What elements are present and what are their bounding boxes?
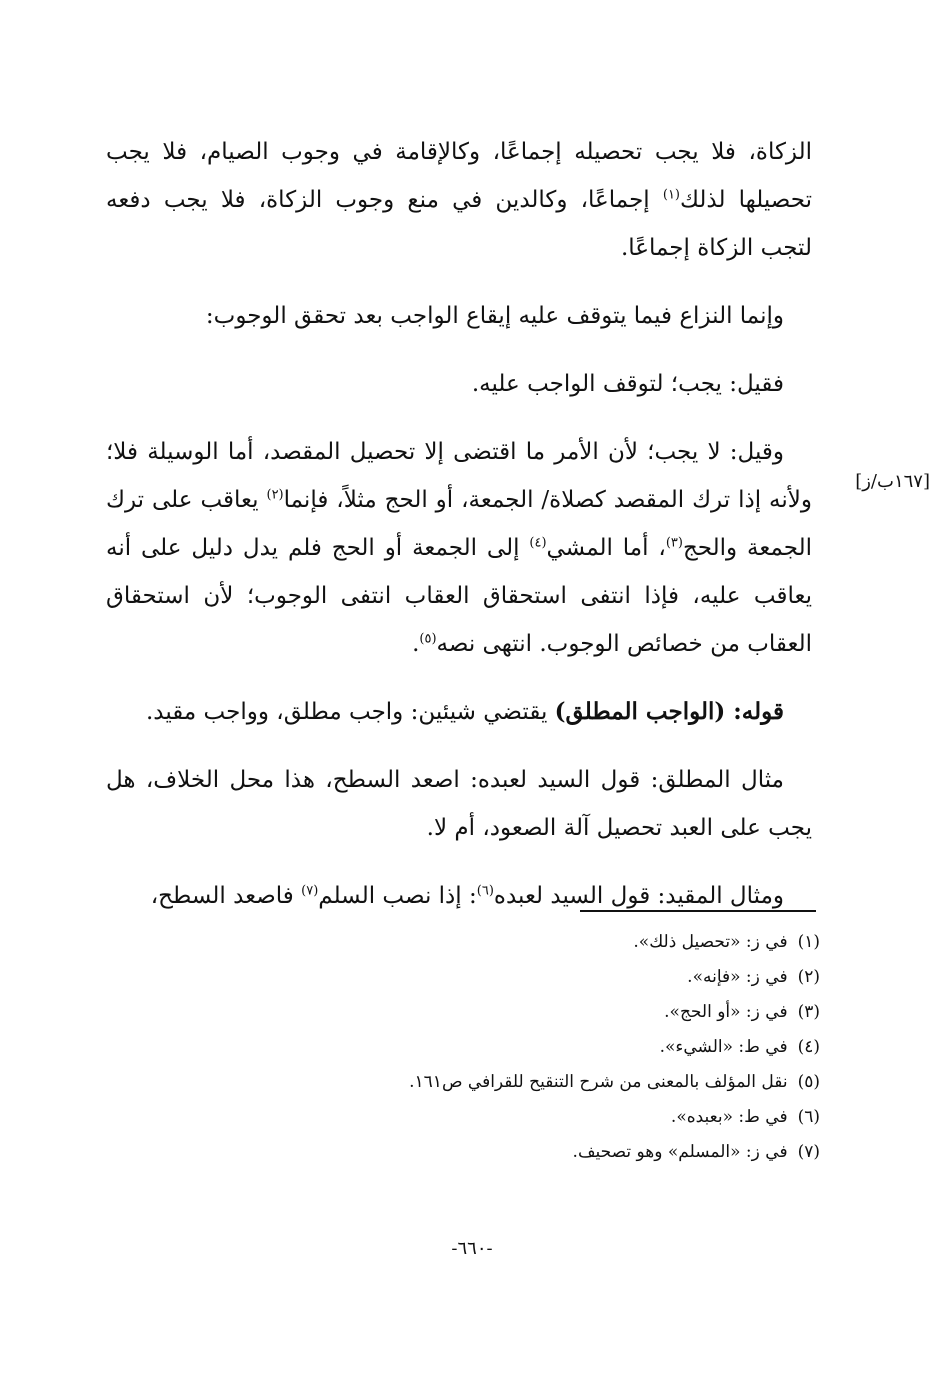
footnote-ref-6[interactable]: (٦) [476,883,494,899]
text-run: يقتضي شيئين: واجب مطلق، وواجب مقيد. [145,699,555,725]
paragraph-5 [106,688,812,736]
quoted-heading: قوله: (الواجب المطلق) [554,698,784,725]
main-text [106,128,812,940]
footnote-text: في ز: «أو الحج». [664,1002,788,1022]
footnote-7 [220,1135,820,1170]
footnote-ref-1[interactable]: (١) [662,187,680,203]
manuscript-folio-marker: [١٦٧ب/ز] [855,471,930,492]
footnote-text: في ز: «تحصيل ذلك». [633,932,788,952]
paragraph-3: فقيل: يجب؛ لتوقف الواجب عليه. [471,371,784,397]
text-run: وقيل: لا يجب؛ لأن الأمر ما اقتضى إلا تحصيل المقصد، أما الوسيلة فلا؛ ولأنه إذا ترك المقصد كصلاة/ الجمعة، أو الحج مثلاً، فإنما [106,439,812,513]
paragraph-4 [106,428,812,668]
footnote-ref-3[interactable]: (٣) [665,535,683,551]
paragraph-7 [106,872,812,920]
footnote-4 [220,1030,820,1065]
footnotes-list [220,925,820,1170]
footnote-separator [580,910,816,912]
footnote-ref-4[interactable]: (٤) [529,535,547,551]
footnote-text: في ز: «فإنه». [687,967,788,987]
text-run: : إذا نصب السلم [318,883,477,909]
footnote-ref-2[interactable]: (٢) [266,487,284,503]
footnote-5 [220,1065,820,1100]
footnote-1 [220,925,820,960]
footnote-number: (٤) [797,1037,820,1057]
footnote-text: في ط: «الشيء». [659,1037,788,1057]
paragraph-1 [106,128,812,272]
footnote-3 [220,995,820,1030]
footnote-2 [220,960,820,995]
footnote-number: (١) [797,932,820,952]
text-run: فاصعد السطح، [150,883,302,909]
footnote-text: نقل المؤلف بالمعنى من شرح التنقيح للقرافي ص١٦١. [409,1072,788,1092]
footnote-number: (٧) [797,1142,820,1162]
footnote-ref-5[interactable]: (٥) [419,631,437,647]
text-run: ومثال المقيد: قول السيد لعبده [493,883,784,909]
footnote-number: (٥) [797,1072,820,1092]
text-run: إلى الجمعة أو الحج فلم يدل دليل على أنه يعاقب عليه، فإذا انتفى استحقاق العقاب انتفى الوجوب؛ لأن استحقاق العقاب من خصائص الوجوب. انتهى نصه [106,535,812,657]
footnote-ref-7[interactable]: (٧) [301,883,319,899]
text-run: الزكاة، فلا يجب تحصيله إجماعًا، وكالإقامة في وجوب الصيام، فلا يجب تحصيلها لذلك [106,139,812,213]
text-run: . [412,631,420,657]
footnote-6 [220,1100,820,1135]
footnote-number: (٦) [797,1107,820,1127]
footnote-text: في ز: «المسلم» وهو تصحيف. [572,1142,788,1162]
text-run: ، أما المشي [546,535,666,561]
text-run: يعاقب على ترك الجمعة والحج [106,487,812,561]
page-number: -٦٦٠- [451,1238,493,1259]
paragraph-6: مثال المطلق: قول السيد لعبده: اصعد السطح، هذا محل الخلاف، هل يجب على العبد تحصيل آلة الصعود، أم لا. [106,767,812,841]
footnote-text: في ط: «بعبده». [670,1107,788,1127]
text-run: إجماعًا، وكالدين في منع وجوب الزكاة، فلا يجب دفعه لتجب الزكاة إجماعًا. [106,187,812,261]
paragraph-2: وإنما النزاع فيما يتوقف عليه إيقاع الواجب بعد تحقق الوجوب: [205,303,784,329]
footnote-number: (٣) [797,1002,820,1022]
footnote-number: (٢) [797,967,820,987]
